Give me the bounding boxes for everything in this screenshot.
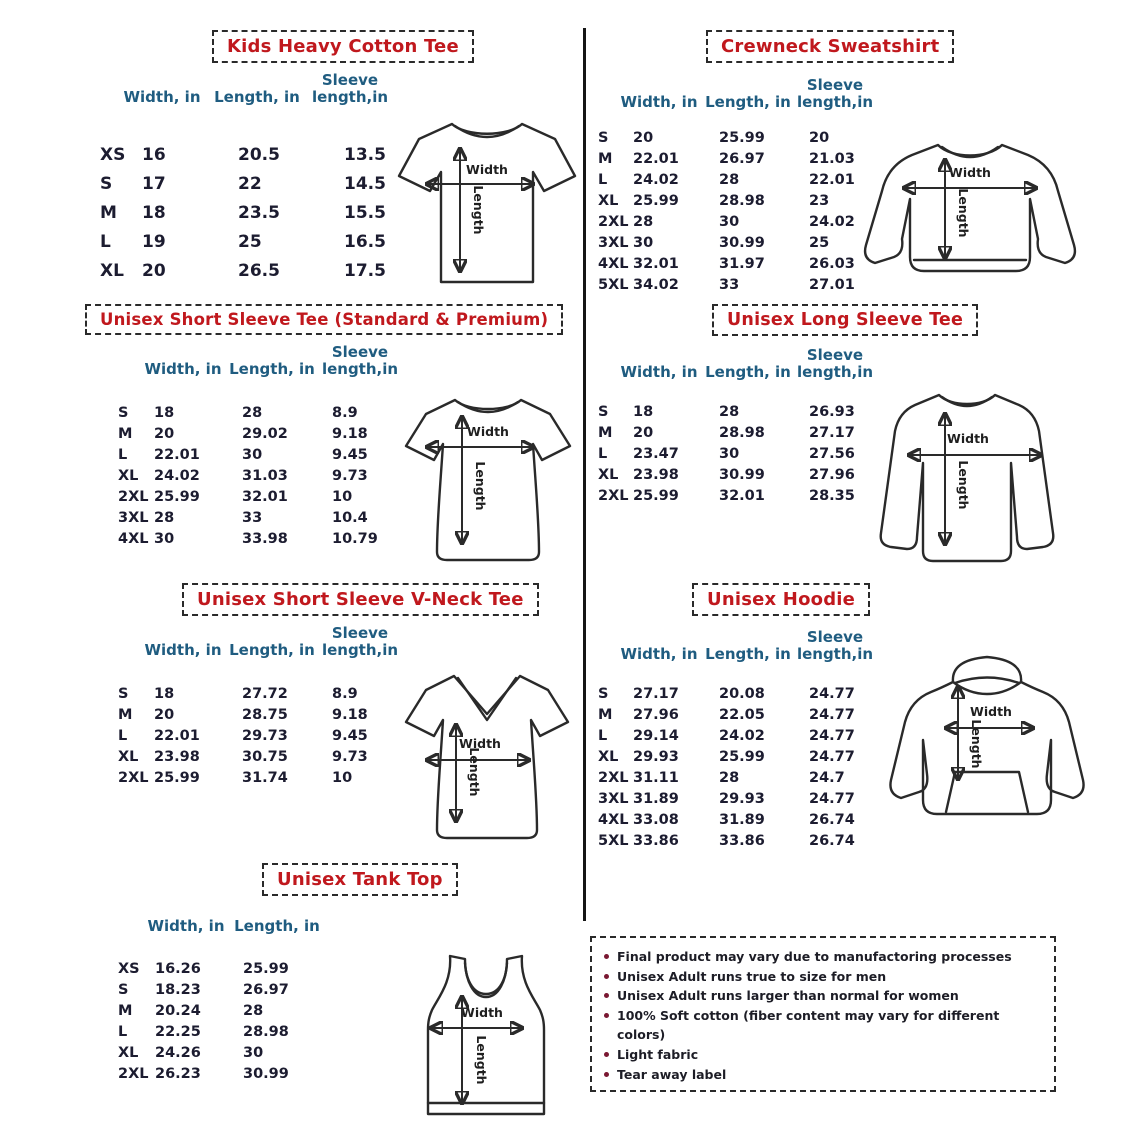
size-table bbox=[118, 958, 333, 1084]
length-cell: 28 bbox=[719, 403, 740, 420]
sleeve-cell: 24.02 bbox=[809, 213, 855, 230]
width-cell: 20 bbox=[633, 424, 654, 441]
size-table bbox=[100, 141, 426, 285]
width-cell: 28 bbox=[154, 509, 175, 526]
length-cell: 26.97 bbox=[243, 981, 289, 998]
width-cell: 27.96 bbox=[633, 706, 679, 723]
length-cell: 26.97 bbox=[719, 150, 765, 167]
sleeve-cell: 24.77 bbox=[809, 748, 855, 765]
note-line bbox=[604, 1065, 1044, 1085]
length-cell: 30.75 bbox=[242, 748, 288, 765]
length-cell: 28.98 bbox=[719, 192, 765, 209]
note-line bbox=[604, 967, 1044, 987]
size-cell: S bbox=[100, 174, 113, 195]
width-cell: 26.23 bbox=[155, 1065, 201, 1082]
width-label: Width bbox=[970, 704, 1012, 719]
size-cell: 5XL bbox=[598, 832, 629, 849]
length-cell: 29.02 bbox=[242, 425, 288, 442]
sleeve-cell: 26.74 bbox=[809, 832, 855, 849]
width-cell: 22.01 bbox=[154, 727, 200, 744]
collar-line bbox=[458, 402, 518, 412]
size-cell: XL bbox=[118, 748, 139, 765]
width-cell: 30 bbox=[154, 530, 175, 547]
length-cell: 28 bbox=[719, 769, 740, 786]
note-text: Unisex Adult runs larger than normal for women bbox=[617, 988, 959, 1004]
length-header: Length, in bbox=[234, 917, 320, 935]
sleeve-cell: 21.03 bbox=[809, 150, 855, 167]
note-line bbox=[604, 986, 1044, 1006]
sleeve-cell: 24.77 bbox=[809, 790, 855, 807]
size-cell: XL bbox=[598, 748, 619, 765]
size-cell: XS bbox=[118, 960, 140, 977]
width-cell: 20 bbox=[633, 129, 654, 146]
size-cell: L bbox=[118, 727, 128, 744]
sleeve-cell: 28.35 bbox=[809, 487, 855, 504]
size-cell: S bbox=[598, 685, 609, 702]
size-cell: XL bbox=[598, 192, 619, 209]
length-cell: 32.01 bbox=[719, 487, 765, 504]
width-cell: 22.01 bbox=[154, 446, 200, 463]
length-label: Length bbox=[956, 460, 971, 510]
sleeve-cell: 24.77 bbox=[809, 727, 855, 744]
size-table bbox=[598, 401, 881, 506]
size-cell: M bbox=[118, 425, 133, 442]
bullet-dot bbox=[604, 1052, 609, 1057]
note-text: 100% Soft cotton (fiber content may vary for different colors) bbox=[617, 1007, 1000, 1043]
length-cell: 29.93 bbox=[719, 790, 765, 807]
size-cell: S bbox=[598, 129, 609, 146]
length-cell: 30 bbox=[243, 1044, 264, 1061]
width-cell: 34.02 bbox=[633, 276, 679, 293]
sleeve-cell: 26.74 bbox=[809, 811, 855, 828]
sleeve-cell: 25 bbox=[809, 234, 830, 251]
length-cell: 33.86 bbox=[719, 832, 765, 849]
size-table bbox=[598, 683, 881, 851]
section-title: Unisex Long Sleeve Tee bbox=[712, 304, 978, 336]
sleeve-cell: 9.18 bbox=[332, 425, 368, 442]
tshirt-diagram bbox=[392, 112, 582, 292]
tshirt-diagram bbox=[398, 390, 578, 570]
length-cell: 31.03 bbox=[242, 467, 288, 484]
length-cell: 30.99 bbox=[243, 1065, 289, 1082]
width-header: Width, in bbox=[144, 641, 222, 659]
note-text: Tear away label bbox=[617, 1066, 727, 1082]
length-cell: 33.98 bbox=[242, 530, 288, 547]
width-header: Width, in bbox=[620, 645, 698, 663]
size-cell: XL bbox=[598, 466, 619, 483]
width-cell: 24.26 bbox=[155, 1044, 201, 1061]
width-cell: 24.02 bbox=[633, 171, 679, 188]
size-cell: L bbox=[598, 171, 608, 188]
note-text: Light fabric bbox=[617, 1046, 699, 1062]
sleeve-cell: 9.45 bbox=[332, 446, 368, 463]
size-cell: S bbox=[118, 981, 129, 998]
length-cell: 33 bbox=[242, 509, 263, 526]
bullet-dot bbox=[604, 993, 609, 998]
size-cell: 2XL bbox=[598, 213, 629, 230]
sleeve-cell: 16.5 bbox=[344, 231, 386, 252]
note-text: Unisex Adult runs true to size for men bbox=[617, 968, 887, 984]
width-cell: 32.01 bbox=[633, 255, 679, 272]
size-cell: 3XL bbox=[598, 234, 629, 251]
width-cell: 25.99 bbox=[154, 769, 200, 786]
length-cell: 28 bbox=[242, 404, 263, 421]
length-header: Length, in bbox=[705, 645, 791, 663]
sleeve-cell: 20 bbox=[809, 129, 830, 146]
length-label: Length bbox=[969, 719, 984, 769]
size-table bbox=[118, 402, 410, 549]
length-cell: 33 bbox=[719, 276, 740, 293]
width-cell: 31.89 bbox=[633, 790, 679, 807]
sleeve-header: Sleeve length,in bbox=[796, 628, 874, 663]
width-label: Width bbox=[461, 1005, 503, 1020]
bullet-dot bbox=[604, 954, 609, 959]
section-title: Kids Heavy Cotton Tee bbox=[212, 30, 474, 63]
size-cell: XL bbox=[118, 467, 139, 484]
size-cell: L bbox=[100, 231, 111, 252]
length-cell: 26.5 bbox=[238, 260, 280, 281]
width-header: Width, in bbox=[144, 360, 222, 378]
length-cell: 28 bbox=[719, 171, 740, 188]
sleeve-cell: 24.77 bbox=[809, 706, 855, 723]
length-cell: 30.99 bbox=[719, 234, 765, 251]
notes-box bbox=[590, 936, 1056, 1092]
width-cell: 20.24 bbox=[155, 1002, 201, 1019]
sleeve-cell: 14.5 bbox=[344, 174, 386, 195]
sleeve-header: Sleeve length,in bbox=[796, 76, 874, 111]
size-cell: 4XL bbox=[118, 530, 149, 547]
sleeve-cell: 10.4 bbox=[332, 509, 368, 526]
width-cell: 20 bbox=[154, 425, 175, 442]
size-cell: XS bbox=[100, 145, 126, 166]
width-label: Width bbox=[459, 736, 501, 751]
sleeve-header: Sleeve length,in bbox=[321, 624, 399, 659]
size-cell: S bbox=[118, 404, 129, 421]
width-cell: 25.99 bbox=[154, 488, 200, 505]
length-cell: 28.75 bbox=[242, 706, 288, 723]
length-header: Length, in bbox=[705, 363, 791, 381]
length-cell: 20.08 bbox=[719, 685, 765, 702]
width-header: Width, in bbox=[147, 917, 225, 935]
length-cell: 28.98 bbox=[719, 424, 765, 441]
length-header: Length, in bbox=[705, 93, 791, 111]
section-title: Unisex Hoodie bbox=[692, 583, 870, 616]
size-cell: M bbox=[598, 706, 613, 723]
length-cell: 30 bbox=[242, 446, 263, 463]
sleeve-cell: 26.93 bbox=[809, 403, 855, 420]
size-cell: S bbox=[598, 403, 609, 420]
section-title: Crewneck Sweatshirt bbox=[706, 30, 954, 63]
sleeve-cell: 15.5 bbox=[344, 202, 386, 223]
length-cell: 25.99 bbox=[243, 960, 289, 977]
width-cell: 25.99 bbox=[633, 487, 679, 504]
length-cell: 30 bbox=[719, 445, 740, 462]
sleeve-cell: 9.45 bbox=[332, 727, 368, 744]
size-cell: 5XL bbox=[598, 276, 629, 293]
tank-top-diagram bbox=[420, 950, 552, 1122]
length-cell: 29.73 bbox=[242, 727, 288, 744]
size-cell: 3XL bbox=[598, 790, 629, 807]
size-cell: L bbox=[598, 727, 608, 744]
length-cell: 28.98 bbox=[243, 1023, 289, 1040]
size-cell: 4XL bbox=[598, 811, 629, 828]
long-sleeve-diagram bbox=[855, 385, 1083, 573]
v-neck-diagram bbox=[398, 668, 576, 848]
hood-opening-line bbox=[955, 678, 1019, 684]
width-label: Width bbox=[466, 162, 508, 177]
size-table bbox=[118, 683, 410, 788]
width-cell: 30 bbox=[633, 234, 654, 251]
width-cell: 19 bbox=[142, 231, 166, 252]
sleeve-cell: 9.73 bbox=[332, 467, 368, 484]
hoodie-diagram bbox=[885, 652, 1089, 856]
sleeve-cell: 27.17 bbox=[809, 424, 855, 441]
sleeve-cell: 10 bbox=[332, 769, 353, 786]
width-cell: 16 bbox=[142, 145, 166, 166]
width-cell: 18 bbox=[633, 403, 654, 420]
sleeve-cell: 13.5 bbox=[344, 145, 386, 166]
width-header: Width, in bbox=[123, 88, 201, 106]
width-cell: 22.01 bbox=[633, 150, 679, 167]
length-header: Length, in bbox=[214, 88, 300, 106]
section-title: Unisex Short Sleeve V-Neck Tee bbox=[182, 583, 539, 616]
size-cell: 3XL bbox=[118, 509, 149, 526]
width-cell: 18 bbox=[154, 685, 175, 702]
width-cell: 29.14 bbox=[633, 727, 679, 744]
length-cell: 32.01 bbox=[242, 488, 288, 505]
length-cell: 30.99 bbox=[719, 466, 765, 483]
length-cell: 23.5 bbox=[238, 202, 280, 223]
length-cell: 31.74 bbox=[242, 769, 288, 786]
length-cell: 27.72 bbox=[242, 685, 288, 702]
width-cell: 29.93 bbox=[633, 748, 679, 765]
note-line bbox=[604, 1045, 1044, 1065]
sweatshirt-diagram bbox=[862, 133, 1078, 285]
length-cell: 31.97 bbox=[719, 255, 765, 272]
width-cell: 18.23 bbox=[155, 981, 201, 998]
sleeve-cell: 9.18 bbox=[332, 706, 368, 723]
note-line bbox=[604, 947, 1044, 967]
width-cell: 20 bbox=[142, 260, 166, 281]
sleeve-header: Sleeve length,in bbox=[311, 71, 389, 106]
width-cell: 20 bbox=[154, 706, 175, 723]
sleeve-cell: 27.56 bbox=[809, 445, 855, 462]
sleeve-cell: 27.96 bbox=[809, 466, 855, 483]
length-cell: 31.89 bbox=[719, 811, 765, 828]
size-cell: M bbox=[598, 150, 613, 167]
length-cell: 22.05 bbox=[719, 706, 765, 723]
length-cell: 30 bbox=[719, 213, 740, 230]
bullet-dot bbox=[604, 1072, 609, 1077]
size-cell: 2XL bbox=[598, 769, 629, 786]
length-cell: 25.99 bbox=[719, 748, 765, 765]
width-cell: 17 bbox=[142, 174, 166, 195]
width-label: Width bbox=[947, 431, 989, 446]
sleeve-cell: 22.01 bbox=[809, 171, 855, 188]
width-cell: 33.86 bbox=[633, 832, 679, 849]
width-cell: 23.47 bbox=[633, 445, 679, 462]
sleeve-cell: 17.5 bbox=[344, 260, 386, 281]
size-cell: L bbox=[598, 445, 608, 462]
length-label: Length bbox=[471, 185, 486, 235]
width-cell: 23.98 bbox=[633, 466, 679, 483]
width-cell: 22.25 bbox=[155, 1023, 201, 1040]
length-cell: 25.99 bbox=[719, 129, 765, 146]
width-header: Width, in bbox=[620, 363, 698, 381]
size-table bbox=[598, 127, 881, 295]
size-cell: XL bbox=[100, 260, 124, 281]
size-cell: L bbox=[118, 446, 128, 463]
size-cell: 4XL bbox=[598, 255, 629, 272]
width-cell: 33.08 bbox=[633, 811, 679, 828]
neck-trim-line bbox=[465, 963, 507, 997]
size-cell: 2XL bbox=[118, 488, 149, 505]
sleeve-cell: 10 bbox=[332, 488, 353, 505]
width-header: Width, in bbox=[620, 93, 698, 111]
width-cell: 25.99 bbox=[633, 192, 679, 209]
section-title: Unisex Tank Top bbox=[262, 863, 458, 896]
note-text: Final product may vary due to manufactoring processes bbox=[617, 949, 1012, 964]
sleeve-cell: 24.77 bbox=[809, 685, 855, 702]
width-cell: 27.17 bbox=[633, 685, 679, 702]
width-label: Width bbox=[467, 424, 509, 439]
length-header: Length, in bbox=[229, 641, 315, 659]
width-cell: 28 bbox=[633, 213, 654, 230]
bullet-dot bbox=[604, 1013, 609, 1018]
sleeve-cell: 24.7 bbox=[809, 769, 845, 786]
length-label: Length bbox=[474, 1035, 489, 1085]
sleeve-header: Sleeve length,in bbox=[796, 346, 874, 381]
size-cell: M bbox=[100, 202, 117, 223]
sleeve-cell: 27.01 bbox=[809, 276, 855, 293]
length-label: Length bbox=[467, 747, 482, 797]
size-cell: 2XL bbox=[598, 487, 629, 504]
length-label: Length bbox=[956, 188, 971, 238]
width-cell: 23.98 bbox=[154, 748, 200, 765]
sleeve-header: Sleeve length,in bbox=[321, 343, 399, 378]
size-cell: L bbox=[118, 1023, 128, 1040]
collar-line bbox=[455, 126, 519, 137]
sleeve-cell: 26.03 bbox=[809, 255, 855, 272]
sleeve-cell: 8.9 bbox=[332, 404, 358, 421]
size-cell: M bbox=[118, 706, 133, 723]
length-header: Length, in bbox=[229, 360, 315, 378]
size-cell: 2XL bbox=[118, 1065, 149, 1082]
size-cell: 2XL bbox=[118, 769, 149, 786]
length-cell: 28 bbox=[243, 1002, 264, 1019]
length-cell: 20.5 bbox=[238, 145, 280, 166]
width-label: Width bbox=[949, 165, 991, 180]
section-title: Unisex Short Sleeve Tee (Standard & Premium) bbox=[85, 304, 563, 335]
sleeve-cell: 8.9 bbox=[332, 685, 358, 702]
sleeve-cell: 9.73 bbox=[332, 748, 368, 765]
size-cell: M bbox=[118, 1002, 133, 1019]
vertical-divider bbox=[583, 28, 586, 921]
sleeve-cell: 23 bbox=[809, 192, 830, 209]
size-cell: M bbox=[598, 424, 613, 441]
length-cell: 22 bbox=[238, 174, 262, 195]
width-cell: 18 bbox=[142, 202, 166, 223]
size-cell: S bbox=[118, 685, 129, 702]
width-cell: 18 bbox=[154, 404, 175, 421]
width-cell: 16.26 bbox=[155, 960, 201, 977]
length-label: Length bbox=[473, 461, 488, 511]
bullet-dot bbox=[604, 974, 609, 979]
note-line bbox=[604, 1006, 1044, 1045]
length-cell: 25 bbox=[238, 231, 262, 252]
width-cell: 31.11 bbox=[633, 769, 679, 786]
size-cell: XL bbox=[118, 1044, 139, 1061]
sleeve-cell: 10.79 bbox=[332, 530, 378, 547]
length-cell: 24.02 bbox=[719, 727, 765, 744]
width-cell: 24.02 bbox=[154, 467, 200, 484]
